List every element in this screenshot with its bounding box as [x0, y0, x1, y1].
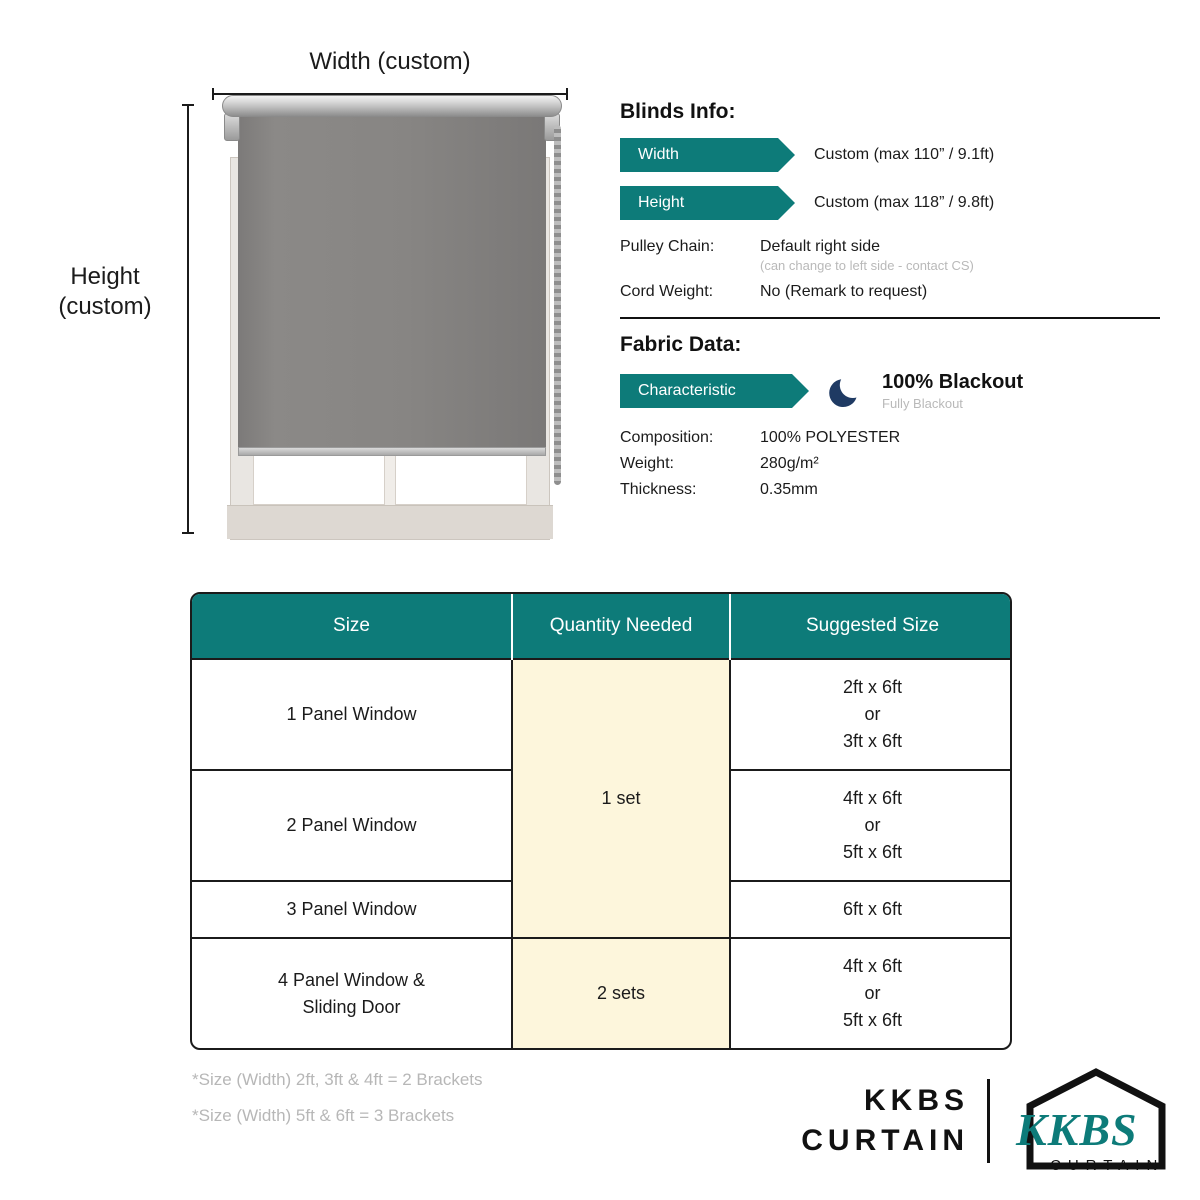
cell-suggested: 6ft x 6ft	[730, 881, 1012, 938]
characteristic-value: 100% Blackout	[882, 371, 1024, 393]
height-dimension-label	[30, 262, 180, 322]
thickness-label: Thickness:	[620, 481, 697, 498]
width-value: Custom (max 110” / 9.1ft)	[814, 146, 995, 163]
dimension-cap-right	[566, 88, 568, 100]
table-header	[192, 594, 1012, 659]
characteristic-text	[882, 371, 1023, 411]
table-header-row	[192, 594, 1012, 659]
composition-label: Composition:	[620, 429, 714, 446]
brand-name-line2: CURTAIN	[801, 1124, 969, 1157]
cell-size: 4 Panel Window & Sliding Door	[192, 938, 512, 1048]
brand-footer	[801, 1066, 1182, 1176]
product-illustration	[0, 0, 600, 560]
logo-wordmark: KKBS	[1016, 1104, 1138, 1155]
blinds-info-height-row	[620, 186, 1160, 220]
blinds-info-title: Blinds Info:	[620, 100, 736, 123]
info-panel	[620, 100, 1160, 507]
composition-row	[620, 429, 1160, 447]
cord-weight-value: No (Remark to request)	[760, 283, 928, 300]
brand-divider	[987, 1079, 990, 1163]
cord-weight-row	[620, 283, 1160, 301]
height-tag: Height	[620, 186, 778, 220]
table-row	[192, 938, 1012, 1048]
logo-subtext: CURTAIN	[1050, 1157, 1165, 1174]
cell-size: 3 Panel Window	[192, 881, 512, 938]
moon-icon	[828, 371, 868, 411]
cell-quantity: 2 sets	[512, 938, 730, 1048]
pulley-chain-note: (can change to left side - contact CS)	[760, 258, 974, 273]
height-dimension-label-line2: (custom)	[58, 293, 152, 320]
footnote-1: *Size (Width) 2ft, 3ft & 4ft = 2 Brackets	[192, 1070, 483, 1089]
blind-bottom-bar	[238, 447, 546, 456]
width-dimension-label: Width (custom)	[309, 48, 471, 75]
cell-suggested: 4ft x 6ft or 5ft x 6ft	[730, 770, 1012, 881]
cell-size: 2 Panel Window	[192, 770, 512, 881]
characteristic-sub: Fully Blackout	[882, 396, 963, 411]
height-value: Custom (max 118” / 9.8ft)	[814, 194, 995, 211]
brand-name-line1: KKBS	[863, 1084, 969, 1117]
header-quantity: Quantity Needed	[512, 594, 730, 659]
dimension-line-vertical	[187, 104, 189, 534]
cord-weight-label: Cord Weight:	[620, 283, 714, 300]
pulley-chain-value: Default right side	[760, 238, 881, 255]
fabric-data-title: Fabric Data:	[620, 333, 742, 356]
thickness-row	[620, 481, 1160, 499]
width-tag: Width	[620, 138, 778, 172]
footnotes	[192, 1062, 483, 1134]
pulley-chain-value-group	[760, 238, 974, 273]
section-divider	[620, 317, 1160, 319]
roller-blind-image	[222, 95, 562, 540]
blind-bracket-left	[224, 113, 240, 141]
dimension-cap-bottom	[182, 532, 194, 534]
thickness-value: 0.35mm	[760, 481, 818, 498]
pulley-chain-label: Pulley Chain:	[620, 238, 715, 255]
height-dimension-label-line1: Height	[70, 263, 140, 290]
characteristic-tag: Characteristic	[620, 374, 792, 408]
pulley-chain-row	[620, 238, 1160, 273]
cell-size: 1 Panel Window	[192, 659, 512, 770]
table-row	[192, 659, 1012, 770]
sizing-table-element	[192, 594, 1012, 1048]
weight-label: Weight:	[620, 455, 674, 472]
pulley-chain	[554, 125, 561, 485]
weight-value: 280g/m²	[760, 455, 819, 472]
weight-row	[620, 455, 1160, 473]
header-size: Size	[192, 594, 512, 659]
characteristic-row	[620, 371, 1160, 411]
cell-suggested: 4ft x 6ft or 5ft x 6ft	[730, 938, 1012, 1048]
window-sill	[227, 505, 553, 539]
kkbs-logo	[1010, 1066, 1182, 1176]
blind-headrail	[222, 95, 562, 117]
header-suggested: Suggested Size	[730, 594, 1012, 659]
cell-quantity: 1 set	[512, 659, 730, 938]
blind-fabric	[238, 117, 546, 447]
brand-name	[801, 1081, 969, 1161]
blinds-info-width-row	[620, 138, 1160, 172]
footnote-2: *Size (Width) 5ft & 6ft = 3 Brackets	[192, 1106, 455, 1125]
vertical-dimension-arrow	[182, 104, 194, 534]
sizing-table	[190, 592, 1012, 1050]
composition-value: 100% POLYESTER	[760, 429, 901, 446]
cell-suggested: 2ft x 6ft or 3ft x 6ft	[730, 659, 1012, 770]
table-body	[192, 659, 1012, 1048]
